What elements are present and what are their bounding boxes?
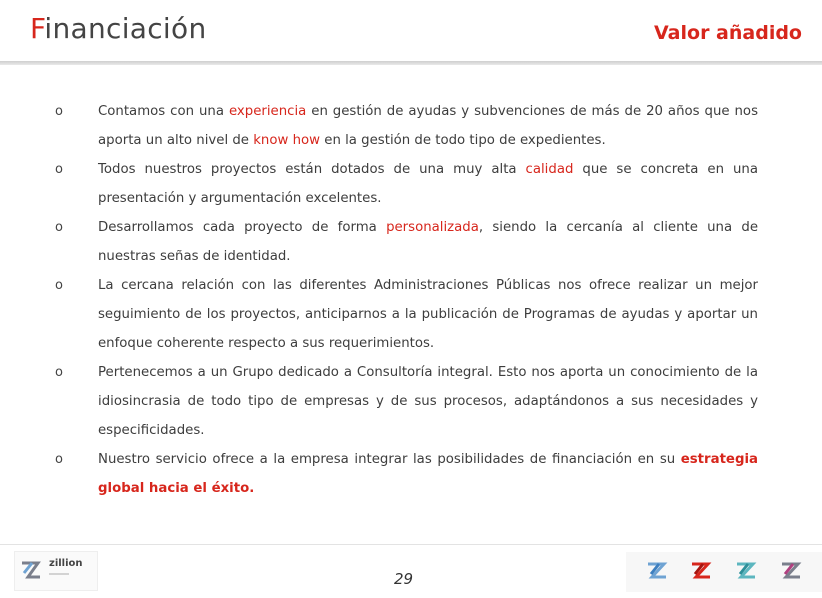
- highlight-text: know how: [253, 133, 321, 148]
- brand-mark-icon: [646, 561, 668, 579]
- text-segment: , siendo la cercanía al cliente una de nuestras señas de identidad.: [98, 220, 758, 264]
- brand-mark-icon: [690, 561, 712, 579]
- text-segment: en la gestión de todo tipo de expedientes.: [320, 133, 606, 148]
- logo-mark-icon: [20, 561, 42, 579]
- text-segment: que se concreta en una presentación y argumentación excelentes.: [98, 162, 758, 206]
- title-rest: inanciación: [44, 12, 207, 45]
- brand-mark-icon: [735, 561, 757, 579]
- list-item: [0, 213, 822, 271]
- list-item-text: [98, 358, 758, 445]
- logo-tagline-line: [49, 573, 69, 575]
- page-number: 29: [394, 570, 414, 588]
- list-item: [0, 155, 822, 213]
- highlight-text: calidad: [525, 162, 574, 177]
- text-segment: en gestión de ayudas y subvenciones de más de 20 años que nos aporta un alto nivel de: [98, 104, 758, 148]
- bullet-list: [0, 97, 822, 503]
- list-item-text: [98, 213, 758, 271]
- bullet-marker: o: [55, 220, 63, 235]
- highlight-text: personalizada: [386, 220, 479, 235]
- brand-mark-icon: [780, 561, 802, 579]
- text-segment: Todos nuestros proyectos están dotados de una muy alta: [98, 162, 526, 177]
- bullet-marker: o: [55, 278, 63, 293]
- header-divider: [0, 61, 822, 65]
- list-item: [0, 358, 822, 445]
- text-segment: La cercana relación con las diferentes Administraciones Públicas nos ofrece realizar un mejor seguimiento de los proyectos, anticiparnos a la publicación de Programas de ayudas y aportar un enfoque coherente respecto a sus requerimientos.: [98, 278, 758, 351]
- list-item-text: [98, 97, 758, 155]
- text-segment: Pertenecemos a un Grupo dedicado a Consultoría integral. Esto nos aporta un conocimiento de la idiosincrasia de todo tipo de empresas y de sus procesos, adaptándonos a sus necesidades y especificidades.: [98, 365, 758, 438]
- highlight-text-bold: estrategia global hacia el éxito.: [98, 452, 758, 496]
- list-item: [0, 271, 822, 358]
- footer-divider: [0, 544, 822, 545]
- list-item-text: [98, 155, 758, 213]
- list-item: [0, 445, 822, 503]
- list-item: [0, 97, 822, 155]
- highlight-text: experiencia: [228, 104, 307, 119]
- list-item-text: [98, 271, 758, 358]
- bullet-marker: o: [55, 365, 63, 380]
- logo-text: zillion: [49, 558, 83, 569]
- text-segment: Nuestro servicio ofrece a la empresa integrar las posibilidades de financiación en su: [98, 452, 681, 467]
- section-subtitle: Valor añadido: [654, 22, 802, 44]
- title-initial: F: [30, 12, 45, 45]
- text-segment: Contamos con una: [98, 104, 229, 119]
- bullet-marker: o: [55, 162, 63, 177]
- page-title: [30, 11, 207, 47]
- list-item-text: [98, 445, 758, 503]
- bullet-marker: o: [55, 104, 63, 119]
- text-segment: Desarrollamos cada proyecto de forma: [98, 220, 387, 235]
- bullet-marker: o: [55, 452, 63, 467]
